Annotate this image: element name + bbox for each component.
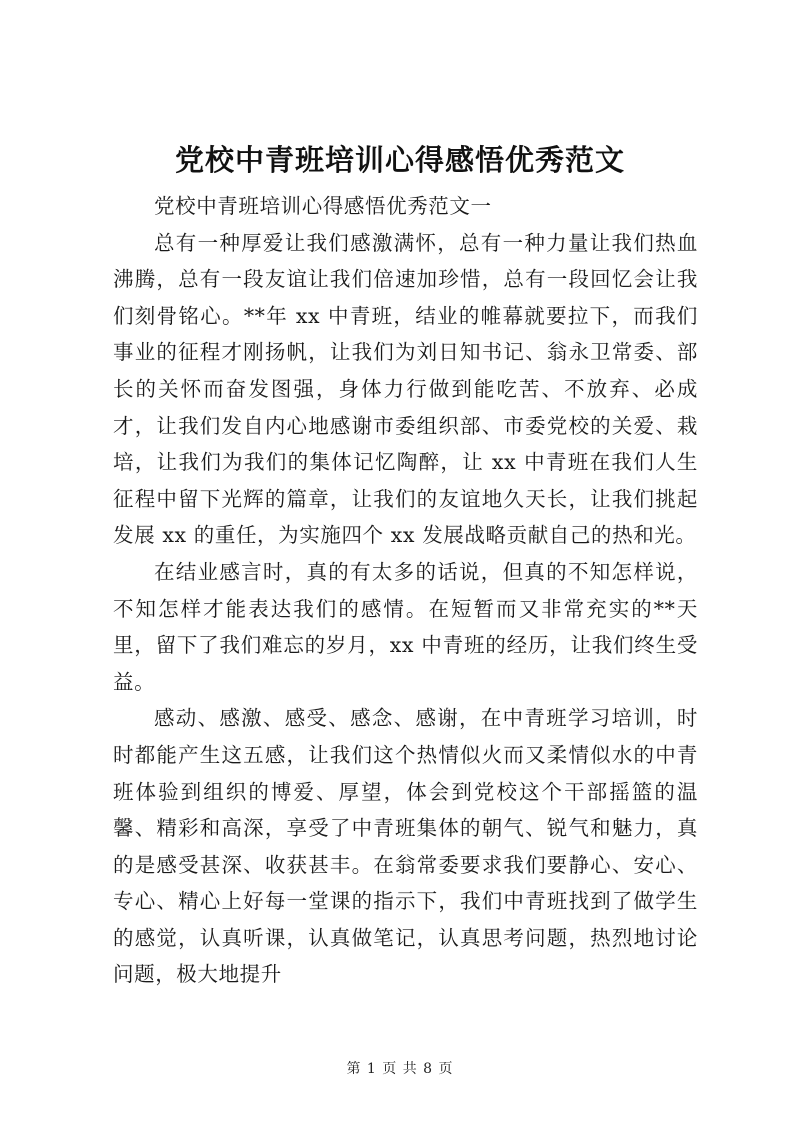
paragraph-2: 在结业感言时，真的有太多的话说，但真的不知怎样说，不知怎样才能表达我们的感情。在短暂而又非常充实的**天里，留下了我们难忘的岁月，xx 中青班的经历，让我们终生受益。 — [113, 559, 698, 694]
document-title: 党校中青班培训心得感悟优秀范文 — [174, 143, 625, 177]
document-body — [113, 188, 698, 993]
paragraph-3: 感动、感激、感受、感念、感谢，在中青班学习培训，时时都能产生这五感，让我们这个热情似火而又柔情似水的中青班体验到组织的博爱、厚望，体会到党校这个干部摇篮的温馨、精彩和高深，享受了中青班集体的朝气、锐气和魅力，真的是感受甚深、收获甚丰。在翁常委要求我们要静心、安心、专心、精心上好每一堂课的指示下，我们中青班找到了做学生的感觉，认真听课，认真做笔记，认真思考问题，热烈地讨论问题，极大地提升 — [113, 706, 698, 987]
section-heading: 党校中青班培训心得感悟优秀范文一 — [154, 194, 492, 218]
page-footer: 第 1 页 共 8 页 — [346, 1061, 454, 1077]
paragraph-1: 总有一种厚爱让我们感激满怀，总有一种力量让我们热血沸腾，总有一段友谊让我们倍速加珍惜，总有一段回忆会让我们刻骨铭心。**年 xx 中青班，结业的帷幕就要拉下，而我们事业的征程才刚扬帆，让我们为刘日知书记、翁永卫常委、部长的关怀而奋发图强，身体力行做到能吃苦、不放弃、必成才，让我们发自内心地感谢市委组织部、市委党校的关爱、栽培，让我们为我们的集体记忆陶醉，让 xx 中青班在我们人生征程中留下光辉的篇章，让我们的友谊地久天长，让我们挑起发展 xx 的重任，为实施四个 xx 发展战略贡献自己的热和光。 — [113, 230, 698, 548]
